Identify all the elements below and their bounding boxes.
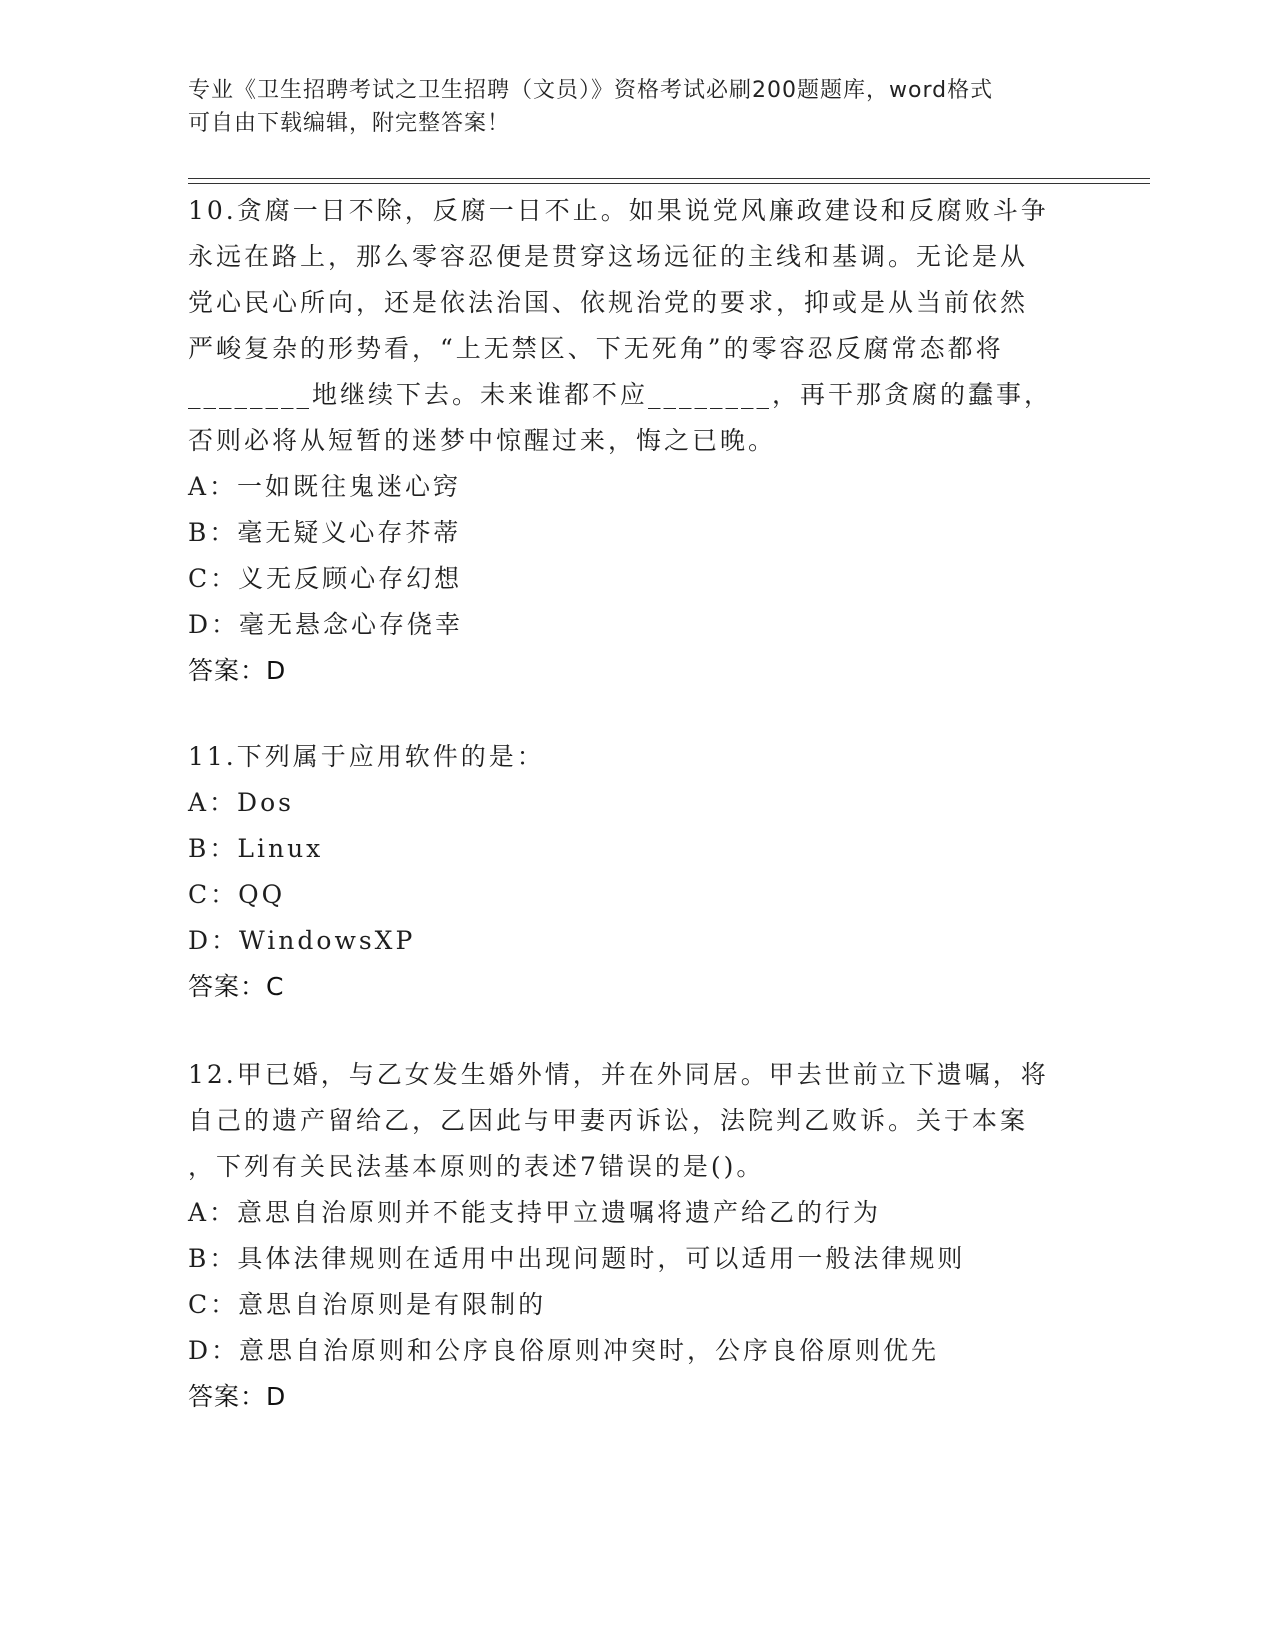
option-b: B：毫无疑义心存芥蒂: [188, 518, 462, 547]
document-header: [188, 74, 1068, 140]
question-text-line: 自己的遗产留给乙，乙因此与甲妻丙诉讼，法院判乙败诉。关于本案: [188, 1106, 1029, 1135]
question-text-line: 否则必将从短暂的迷梦中惊醒过来，悔之已晚。: [188, 426, 777, 455]
question-text-line: 11.下列属于应用软件的是：: [188, 742, 545, 771]
option-c: C：QQ: [188, 880, 286, 909]
question-text-line: 永远在路上，那么零容忍便是贯穿这场远征的主线和基调。无论是从: [188, 242, 1029, 271]
answer-label: 答案：D: [188, 656, 287, 685]
question-text-line: 严峻复杂的形势看，“上无禁区、下无死角”的零容忍反腐常态都将: [188, 334, 1004, 363]
question-12: [188, 1052, 1088, 1420]
header-divider-top: [188, 178, 1150, 179]
question-10: [188, 188, 1088, 694]
option-a: A：意思自治原则并不能支持甲立遗嘱将遗产给乙的行为: [188, 1198, 882, 1227]
option-a: A：Dos: [188, 788, 294, 817]
header-divider-bottom: [188, 183, 1150, 184]
option-d: D：意思自治原则和公序良俗原则冲突时，公序良俗原则优先: [188, 1336, 940, 1365]
question-text-line: ，下列有关民法基本原则的表述7错误的是()。: [188, 1152, 765, 1181]
option-c: C：意思自治原则是有限制的: [188, 1290, 547, 1319]
option-b: B：具体法律规则在适用中出现问题时，可以适用一般法律规则: [188, 1244, 966, 1273]
header-line-1: 专业《卫生招聘考试之卫生招聘（文员）》资格考试必刷200题题库，word格式: [188, 78, 994, 103]
header-line-2: 可自由下载编辑，附完整答案！: [188, 111, 511, 136]
question-11: [188, 734, 1088, 1010]
option-a: A：一如既往鬼迷心窍: [188, 472, 462, 501]
question-text-line: 12.甲已婚，与乙女发生婚外情，并在外同居。甲去世前立下遗嘱，将: [188, 1060, 1049, 1089]
option-c: C：义无反顾心存幻想: [188, 564, 463, 593]
answer-label: 答案：D: [188, 1382, 287, 1411]
answer-label: 答案：C: [188, 972, 285, 1001]
option-d: D：毫无悬念心存侥幸: [188, 610, 464, 639]
question-text-line: ________地继续下去。未来谁都不应________，再干那贪腐的蠢事，: [188, 380, 1053, 409]
option-d: D：WindowsXP: [188, 926, 416, 955]
option-b: B：Linux: [188, 834, 324, 863]
question-text-line: 党心民心所向，还是依法治国、依规治党的要求，抑或是从当前依然: [188, 288, 1029, 317]
question-text-line: 10.贪腐一日不除，反腐一日不止。如果说党风廉政建设和反腐败斗争: [188, 196, 1049, 225]
